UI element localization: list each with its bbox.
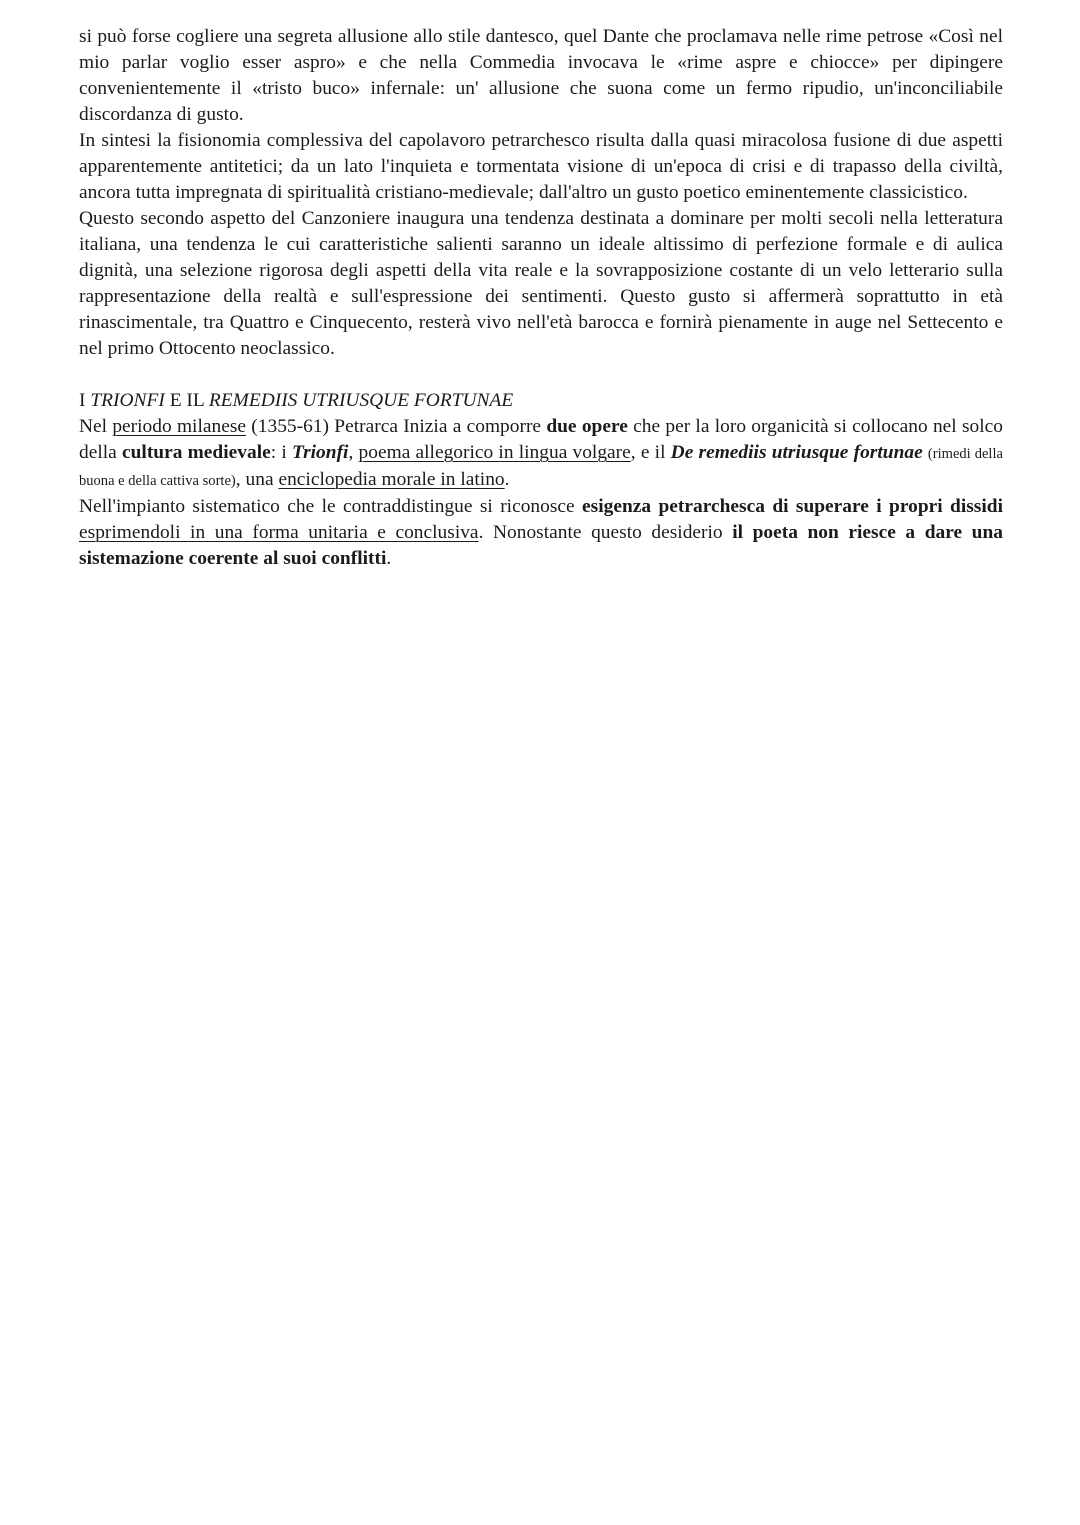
heading-part: I (79, 390, 91, 411)
small-gloss: (rimedi della buona e della cattiva sorte) (79, 446, 1003, 489)
text-span: : i (270, 442, 292, 463)
text-span: , e il (630, 442, 671, 463)
underlined-periodo-milanese: periodo milanese (112, 416, 247, 437)
underlined-poema-allegorico: poema allegorico in lingua volgare (358, 442, 631, 463)
underlined-esprimendoli: esprimendoli in una forma unitaria e conclusiva (79, 522, 479, 543)
paragraph-systematic-structure (79, 494, 1003, 572)
heading-part: E IL (164, 390, 209, 411)
paragraph-synthesis: In sintesi la fisionomia complessiva del capolavoro petrarchesco risulta dalla quasi miracolosa fusione di due aspetti apparentemente antitetici; da un lato l'inquieta e tormentata visione di un'epoca di crisi e di trapasso della civiltà, ancora tutta impregnata di spiritualità cristiano-medievale; dall'altro un gusto poetico eminentemente classicistico. (79, 130, 1003, 203)
paragraph-milan-period (79, 414, 1003, 494)
text-span: (1355-61) Petrarca Inizia a comporre (246, 416, 547, 437)
section-spacer (79, 362, 1003, 388)
text-span: Nel (79, 416, 113, 437)
text-span: , (348, 442, 359, 463)
bold-due-opere: due opere (546, 416, 628, 437)
section-heading (79, 388, 1003, 414)
bold-italic-de-remediis: De remediis utriusque fortunae (670, 442, 923, 463)
text-span: . Nonostante questo desiderio (478, 522, 733, 543)
text-span: , una (235, 469, 279, 490)
heading-trionfi: TRIONFI (90, 390, 165, 411)
paragraph-classicism-tendency: Questo secondo aspetto del Canzoniere inaugura una tendenza destinata a dominare per molti secoli nella letteratura italiana, una tendenza le cui caratteristiche salienti saranno un ideale altissimo di perfezione formale e di aulica dignità, una selezione rigorosa degli aspetti della vita reale e la sovrapposizione costante di un velo letterario sulla rappresentazione della realtà e sull'espressione dei sentimenti. Questo gusto si affermerà soprattutto in età rinascimentale, tra Quattro e Cinquecento, resterà vivo nell'età barocca e fornirà pienamente in auge nel Settecento e nel primo Ottocento neoclassico. (79, 208, 1003, 359)
heading-remediis: REMEDIIS UTRIUSQUE FORTUNAE (208, 390, 514, 411)
text-span: che per la loro organicità si collocano nel solco della (79, 416, 1003, 463)
text-span: . (504, 469, 510, 490)
paragraph-dante-allusion: si può forse cogliere una segreta allusione allo stile dantesco, quel Dante che proclamava nelle rime petrose «Così nel mio parlar voglio esser aspro» e che nella Commedia invocava le «rime aspre e chiocce» per dipingere convenientemente il «tristo buco» infernale: un' allusione che suona come un fermo ripudio, un'inconciliabile discordanza di gusto. (79, 26, 1003, 125)
bold-il-poeta-non-riesce: il poeta non riesce a dare una sistemazione coerente al suoi conflitti (79, 522, 1004, 569)
text-span: Nell'impianto sistematico che le contraddistingue si riconosce (79, 496, 583, 517)
bold-esigenza-petrarchesca: esigenza petrarchesca di superare i propri dissidi (582, 496, 1003, 517)
text-span: . (386, 548, 392, 569)
bold-italic-trionfi: Trionfi (291, 442, 349, 463)
bold-cultura-medievale: cultura medievale (121, 442, 271, 463)
underlined-enciclopedia-morale: enciclopedia morale in latino (278, 469, 505, 490)
document-page (79, 24, 1003, 572)
